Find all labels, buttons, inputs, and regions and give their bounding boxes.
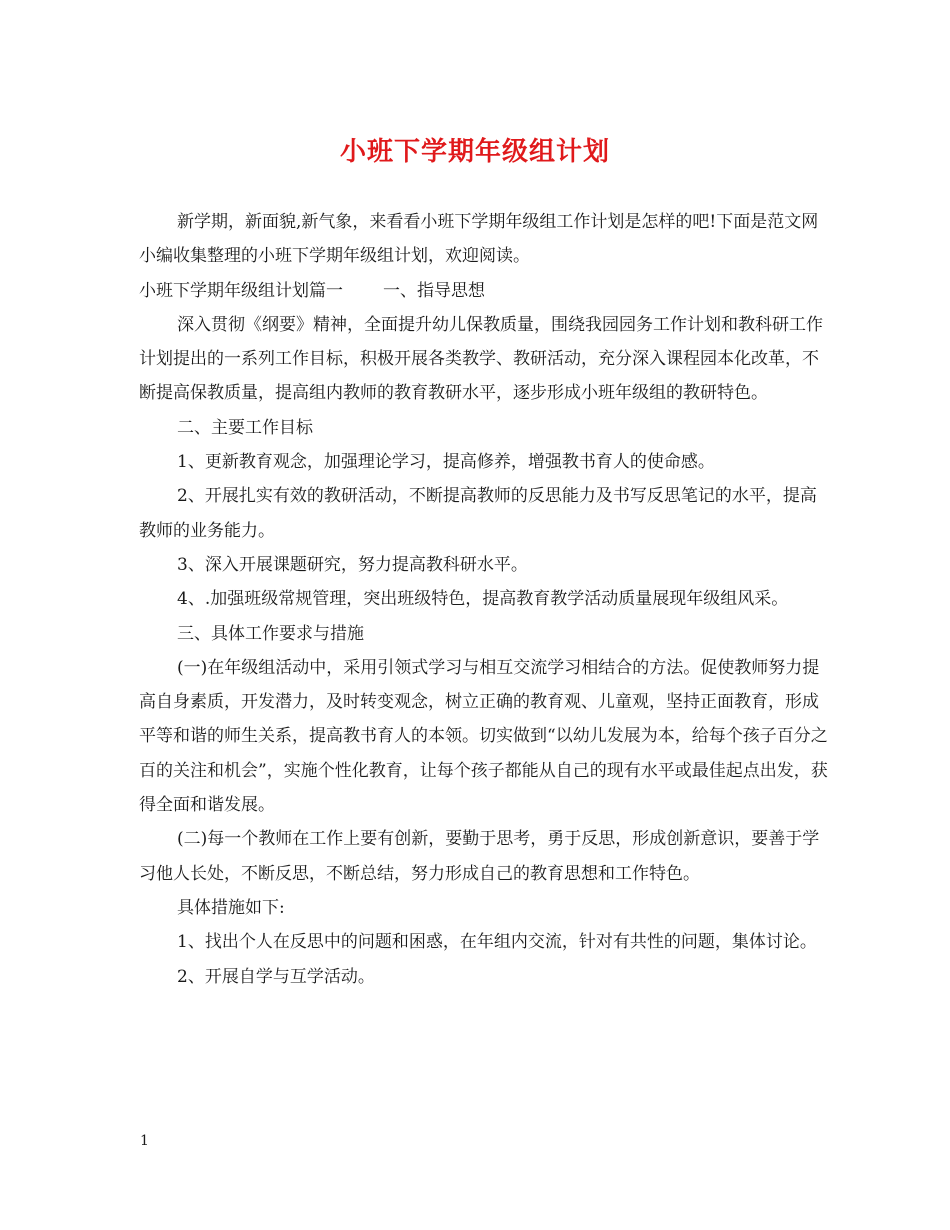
paragraph-guiding: 深入贯彻《纲要》精神，全面提升幼儿保教质量，围绕我园园务工作计划和教科研工作计划提出的一系列工作目标，积极开展各类教学、教研活动，充分深入课程园本化改革，不断提高保教质量，提高组内教师的教育教研水平，逐步形成小班年级组的教研特色。: [139, 314, 823, 404]
goal-item-4: 4、.加强班级常规管理，突出班级特色，提高教育教学活动质量展现年级组风采。: [177, 589, 789, 610]
section-heading-guiding: 一、指导思想: [383, 280, 485, 301]
page-title: 小班下学期年级组计划: [339, 137, 610, 167]
step-item-2: 2、开展自学与互学活动。: [177, 966, 375, 987]
document-body: [139, 205, 829, 994]
measures-intro: 具体措施如下:: [177, 897, 285, 918]
intro-paragraph: 新学期，新面貌,新气象，来看看小班下学期年级组工作计划是怎样的吧!下面是范文网小编收集整理的小班下学期年级组计划，欢迎阅读。: [139, 212, 819, 267]
measure-paragraph-1: (一)在年级组活动中，采用引领式学习与相互交流学习相结合的方法。促使教师努力提高自身素质，开发潜力，及时转变观念，树立正确的教育观、儿童观，坚持正面教育，形成平等和谐的师生关系，提高教书育人的本领。切实做到“以幼儿发展为本，给每个孩子百分之百的关注和机会”，实施个性化教育，让每个孩子都能从自己的现有水平或最佳起点出发，获得全面和谐发展。: [139, 657, 828, 816]
section-heading-measures: 三、具体工作要求与措施: [177, 623, 364, 644]
measure-paragraph-2: (二)每一个教师在工作上要有创新，要勤于思考，勇于反思，形成创新意识，要善于学习他人长处，不断反思，不断总结，努力形成自己的教育思想和工作特色。: [139, 829, 820, 884]
section-heading-goals: 二、主要工作目标: [177, 417, 313, 438]
section-subheading: 小班下学期年级组计划篇一: [139, 280, 343, 301]
subheading-line: [139, 274, 829, 308]
goal-item-1: 1、更新教育观念，加强理论学习，提高修养，增强教书育人的使命感。: [177, 452, 715, 473]
step-item-1: 1、找出个人在反思中的问题和困惑，在年组内交流，针对有共性的问题，集体讨论。: [177, 932, 817, 953]
goal-item-3: 3、深入开展课题研究，努力提高教科研水平。: [177, 554, 528, 575]
goal-item-2: 2、开展扎实有效的教研活动，不断提高教师的反思能力及书写反思笔记的水平，提高教师的业务能力。: [139, 486, 817, 541]
page-number: 1: [140, 1133, 149, 1149]
